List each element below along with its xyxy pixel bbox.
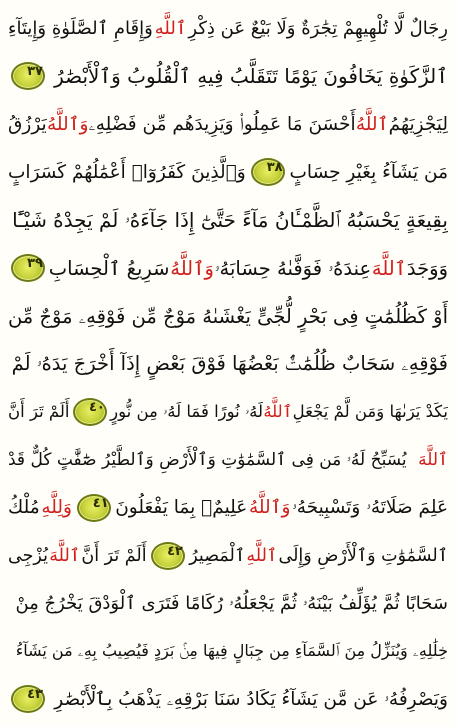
verse-text: ٱلْمَصِيرُ <box>189 545 246 566</box>
divine-name-text: ٱللَّهُ <box>263 402 293 422</box>
divine-name-text: وَٱللَّهُ <box>248 497 291 519</box>
divine-name-text: وَٱللَّهُ <box>46 113 89 135</box>
verse-text: وَيَصْرِفُهُۥ عَن مَّن يَشَآءُ يَكَادُ سَنَا بَرْقِهِۦ يَذْهَبُ بِٱلْأَبْصَٰرِ <box>54 688 448 710</box>
divine-name-text: ٱللَّهِ <box>154 18 187 39</box>
verse-text: أَلَمْ تَرَ أَنَّ <box>8 402 70 422</box>
verse-line <box>8 437 448 482</box>
verse-text: يُسَبِّحُ لَهُۥ مَن فِى ٱلسَّمَٰوَٰتِ وَٱلْأَرْضِ وَٱلطَّيْرُ صَٰٓفَّٰتٍ كُلٌّ قَدْ <box>8 450 407 471</box>
verse-text: ٱلزَّكَوٰةِ يَخَافُونَ يَوْمًا تَتَقَلَّبُ فِيهِ ٱلْقُلُوبُ وَٱلْأَبْصَٰرُ <box>54 64 448 89</box>
verse-text: بِقِيعَةٍ يَحْسَبُهُ ٱلظَّمْـَٔانُ مَآءً حَتَّىٰٓ إِذَا جَآءَهُۥ لَمْ يَجِدْهُ شَيْـًٔا <box>12 208 448 233</box>
verse-line <box>8 485 448 530</box>
verse-line <box>8 102 448 147</box>
verse-line <box>8 6 448 51</box>
ayah-number-marker: ٣٧ <box>11 62 45 90</box>
ayah-number-marker: ٤٢ <box>151 542 185 570</box>
verse-text: يَكَدْ يَرَىٰهَا وَمَن لَّمْ يَجْعَلِ <box>292 402 448 422</box>
verse-text: مَن يَشَآءُ بِغَيْرِ حِسَابٍ <box>289 161 448 183</box>
verse-text: لَهُۥ نُورًا فَمَا لَهُۥ مِن نُّورٍ <box>110 401 263 421</box>
verse-text: وَإِقَامِ ٱلصَّلَوٰةِ وَإِيتَآءِ <box>8 18 153 39</box>
verse-line <box>8 54 448 99</box>
verse-line <box>8 341 448 386</box>
divine-name-text: وَلِلَّهِ <box>41 497 72 519</box>
divine-name-text: ٱللَّهَ <box>49 545 81 566</box>
ayah-number-marker: ٣٩ <box>11 254 45 282</box>
verse-text: عَلِيمٌۢ بِمَا يَفْعَلُونَ <box>115 497 248 519</box>
verse-text: سَحَابًا ثُمَّ يُؤَلِّفُ بَيْنَهُۥ ثُمَّ يَجْعَلُهُۥ رُكَامًا فَتَرَى ٱلْوَدْقَ يَخْرُجُ مِنْ <box>15 593 448 615</box>
verse-text: خِلَٰلِهِۦ وَيُنَزِّلُ مِنَ ٱلسَّمَآءِ مِن جِبَالٍ فِيهَا مِنۢ بَرَدٍ فَيُصِيبُ بِهِۦ مَن يَشَآءُ <box>15 641 448 661</box>
verse-line <box>8 198 448 243</box>
verse-text: سَرِيعُ ٱلْحِسَابِ <box>48 256 170 280</box>
verse-line <box>8 629 448 674</box>
verse-line <box>8 246 448 291</box>
verse-text: عِندَهُۥ فَوَفَّىٰهُ حِسَابَهُۥ <box>214 256 372 280</box>
verse-line <box>8 581 448 626</box>
verse-line <box>8 294 448 339</box>
verse-line <box>8 150 448 195</box>
divine-name-text: ٱللَّهَ <box>371 256 407 280</box>
ayah-number-marker: ٤٣ <box>11 685 45 713</box>
verse-line <box>8 389 448 434</box>
verse-line <box>8 677 448 722</box>
ayah-number-marker: ٤٠ <box>73 398 107 426</box>
verse-text: وَوَجَدَ <box>406 256 448 280</box>
divine-name-text: ٱللَّهُ <box>355 113 389 135</box>
divine-name-text: وَٱللَّهُ <box>170 256 214 280</box>
verse-text: أَوْ كَظُلُمَٰتٍ فِى بَحْرٍ لُّجِّىٍّ يَغْشَىٰهُ مَوْجٌ مِّن فَوْقِهِۦ مَوْجٌ مِّن <box>8 304 448 328</box>
ayah-number-marker: ٣٨ <box>251 158 285 186</box>
verse-text: فَوْقِهِۦ سَحَابٌ ظُلُمَٰتٌۢ بَعْضُهَا فَوْقَ بَعْضٍ إِذَآ أَخْرَجَ يَدَهُۥ لَمْ <box>11 352 448 376</box>
ayah-number-marker: ٤١ <box>77 494 111 522</box>
verse-text: مُلْكُ <box>8 497 40 519</box>
verse-text: أَحْسَنَ مَا عَمِلُوا۟ وَيَزِيدَهُم مِّن فَضْلِهِۦ <box>88 113 356 135</box>
verse-text: لِيَجْزِيَهُمُ <box>388 113 448 135</box>
verse-text: ٱلسَّمَٰوَٰتِ وَٱلْأَرْضِ وَإِلَى <box>278 545 448 566</box>
verse-text: يُزْجِى <box>8 545 48 566</box>
verse-text: رِجَالٌ لَّا تُلْهِيهِمْ تِجَٰرَةٌ وَلَا بَيْعٌ عَن ذِكْرِ <box>188 18 448 39</box>
verse-text: وَٱلَّذِينَ كَفَرُوٓا۟ أَعْمَٰلُهُمْ كَسَرَابٍ <box>8 161 246 183</box>
verse-line <box>8 533 448 578</box>
verse-text: أَلَمْ تَرَ أَنَّ <box>81 545 147 566</box>
verse-lines <box>8 6 448 722</box>
divine-name-text: ٱللَّهِ <box>246 545 278 566</box>
divine-name-text: ٱللَّهَ <box>418 450 448 471</box>
verse-text: يَرْزُقُ <box>8 113 47 135</box>
verse-text: عَلِمَ صَلَاتَهُۥ وَتَسْبِيحَهُۥ <box>292 497 448 519</box>
